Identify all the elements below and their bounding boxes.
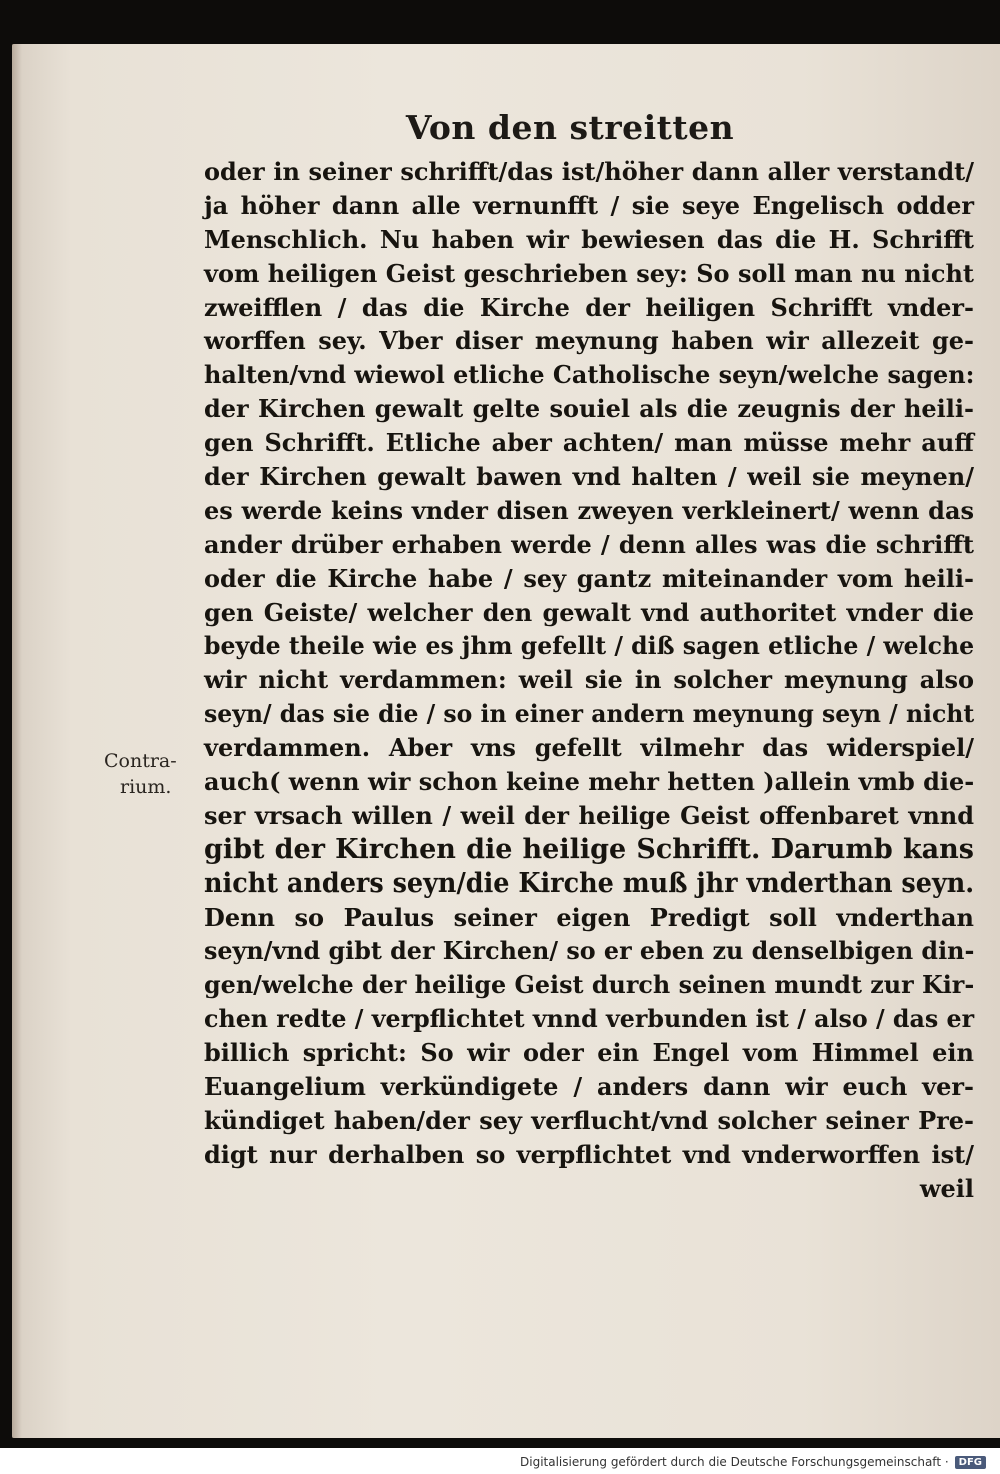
- digitization-footer: [0, 1450, 986, 1474]
- text-line-23: Denn so Paulus seiner eigen Predigt soll vnderthan: [204, 902, 974, 932]
- text-line-3: Menschlich. Nu haben wir bewiesen das die H. Schrifft: [204, 224, 974, 254]
- text-line-2: ja höher dann alle vernunfft / sie seye Engelisch odder: [204, 190, 974, 220]
- body-text: [204, 155, 974, 1206]
- text-line-16: wir nicht verdammen: weil sie in solcher meynung also: [204, 665, 974, 695]
- text-line-29: kündiget haben/der sey verflucht/vnd solcher seiner Pre-: [204, 1105, 974, 1135]
- text-line-22: nicht anders seyn/die Kirche muß jhr vnderthan seyn.: [204, 867, 975, 899]
- text-line-27: billich spricht: So wir oder ein Engel vom Himmel ein: [204, 1038, 974, 1068]
- catchword: weil: [919, 1173, 974, 1203]
- text-line-21: gibt der Kirchen die heilige Schrifft. Darumb kans: [204, 833, 974, 865]
- marginal-note-line-1: Contra-: [104, 750, 177, 772]
- dfg-logo: DFG: [955, 1456, 986, 1469]
- text-line-24: seyn/vnd gibt der Kirchen/ so er eben zu denselbigen din-: [204, 936, 975, 966]
- marginal-note: [104, 748, 177, 800]
- text-line-15: beyde theile wie es jhm gefellt / diß sagen etliche / welche: [204, 631, 975, 661]
- text-line-5: zweifflen / das die Kirche der heiligen Schrifft vnder-: [204, 292, 974, 322]
- text-line-11: es werde keins vnder disen zweyen verkleinert/ wenn das: [204, 495, 974, 525]
- text-line-30: digt nur derhalben so verpflichtet vnd vnderworffen ist/: [204, 1139, 974, 1169]
- page-gutter-shadow: [12, 44, 22, 1438]
- text-line-28: Euangelium verkündigete / anders dann wir euch ver-: [204, 1072, 974, 1102]
- text-line-9: gen Schrifft. Etliche aber achten/ man müsse mehr auff: [204, 428, 974, 458]
- funding-credit: Digitalisierung gefördert durch die Deutsche Forschungsgemeinschaft ·: [520, 1455, 949, 1469]
- text-line-17: seyn/ das sie die / so in einer andern meynung seyn / nicht: [204, 699, 975, 729]
- text-line-14: gen Geiste/ welcher den gewalt vnd authoritet vnder die: [204, 597, 974, 627]
- text-line-18: verdammen. Aber vns gefellt vilmehr das widerspiel/: [204, 733, 974, 763]
- text-line-26: chen redte / verpflichtet vnnd verbunden ist / also / das er: [204, 1004, 975, 1034]
- marginal-note-line-2: rium.: [120, 776, 172, 798]
- text-line-19: auch( wenn wir schon keine mehr hetten )allein vmb die-: [204, 767, 975, 797]
- text-line-7: halten/vnd wiewol etliche Catholische seyn/welche sagen:: [204, 360, 975, 390]
- text-line-10: der Kirchen gewalt bawen vnd halten / weil sie meynen/: [204, 462, 974, 492]
- text-line-4: vom heiligen Geist geschrieben sey: So soll man nu nicht: [204, 258, 974, 288]
- text-line-20: ser vrsach willen / weil der heilige Geist offenbaret vnnd: [204, 800, 974, 830]
- text-line-8: der Kirchen gewalt gelte souiel als die zeugnis der heili-: [204, 394, 974, 424]
- text-line-25: gen/welche der heilige Geist durch seinen mundt zur Kir-: [204, 970, 975, 1000]
- text-line-12: ander drüber erhaben werde / denn alles was die schrifft: [204, 529, 974, 559]
- running-head: Von den streitten: [405, 108, 735, 147]
- text-line-6: worffen sey. Vber diser meynung haben wir allezeit ge-: [204, 326, 974, 356]
- text-line-1: oder in seiner schrifft/das ist/höher dann aller verstandt/: [204, 157, 974, 186]
- text-line-13: oder die Kirche habe / sey gantz miteinander vom heili-: [204, 563, 974, 593]
